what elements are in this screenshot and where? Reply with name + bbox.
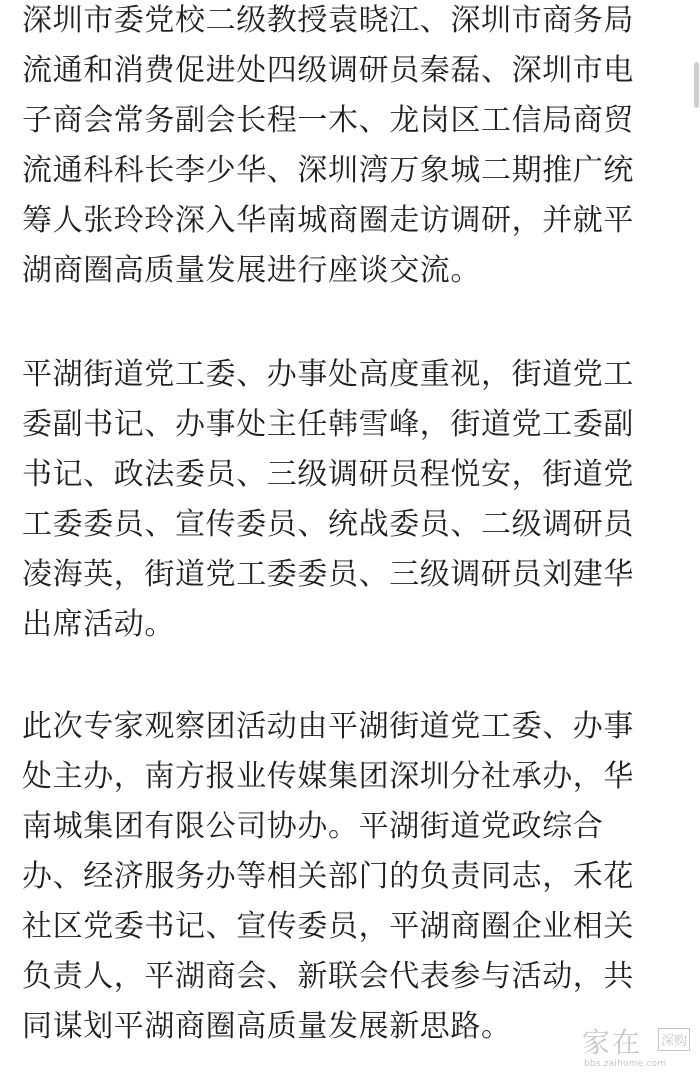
text-line: 社区党委书记、宣传委员，平湖商圈企业相关 — [22, 909, 634, 944]
text-line: 委副书记、办事处主任韩雪峰，街道党工委副 — [22, 407, 634, 442]
watermark-logo-text: 家在 — [582, 1026, 643, 1059]
text-line: 筹人张玲玲深入华南城商圈走访调研，并就平 — [22, 203, 634, 238]
watermark-side-text: 深购 — [658, 1028, 690, 1051]
text-line: 办、经济服务办等相关部门的负责同志，禾花 — [22, 859, 634, 894]
text-line: 凌海英，街道党工委委员、三级调研员刘建华 — [22, 557, 634, 592]
text-line: 流通和消费促进处四级调研员秦磊、深圳市电 — [22, 53, 634, 88]
text-line: 湖商圈高质量发展进行座谈交流。 — [22, 253, 481, 288]
text-line: 出席活动。 — [22, 607, 175, 642]
text-line: 同谋划平湖商圈高质量发展新思路。 — [22, 1009, 512, 1044]
text-line: 工委委员、宣传委员、统战委员、二级调研员 — [22, 507, 634, 542]
scrollbar-thumb[interactable] — [694, 62, 699, 108]
text-line: 负责人，平湖商会、新联会代表参与活动，共 — [22, 959, 634, 994]
text-line: 平湖街道党工委、办事处高度重视，街道党工 — [22, 357, 634, 392]
text-line: 南城集团有限公司协办。平湖街道党政综合 — [22, 809, 604, 844]
text-line: 深圳市委党校二级教授袁晓江、深圳市商务局 — [22, 3, 634, 38]
site-watermark — [580, 1021, 692, 1069]
text-line: 此次专家观察团活动由平湖街道党工委、办事 — [22, 709, 634, 744]
text-line: 流通科科长李少华、深圳湾万象城二期推广统 — [22, 153, 634, 188]
text-line: 书记、政法委员、三级调研员程悦安，街道党 — [22, 457, 634, 492]
text-line: 子商会常务副会长程一木、龙岗区工信局商贸 — [22, 103, 634, 138]
watermark-url: bbs.zaihome.com — [584, 1059, 667, 1069]
text-line: 处主办，南方报业传媒集团深圳分社承办，华 — [22, 759, 634, 794]
